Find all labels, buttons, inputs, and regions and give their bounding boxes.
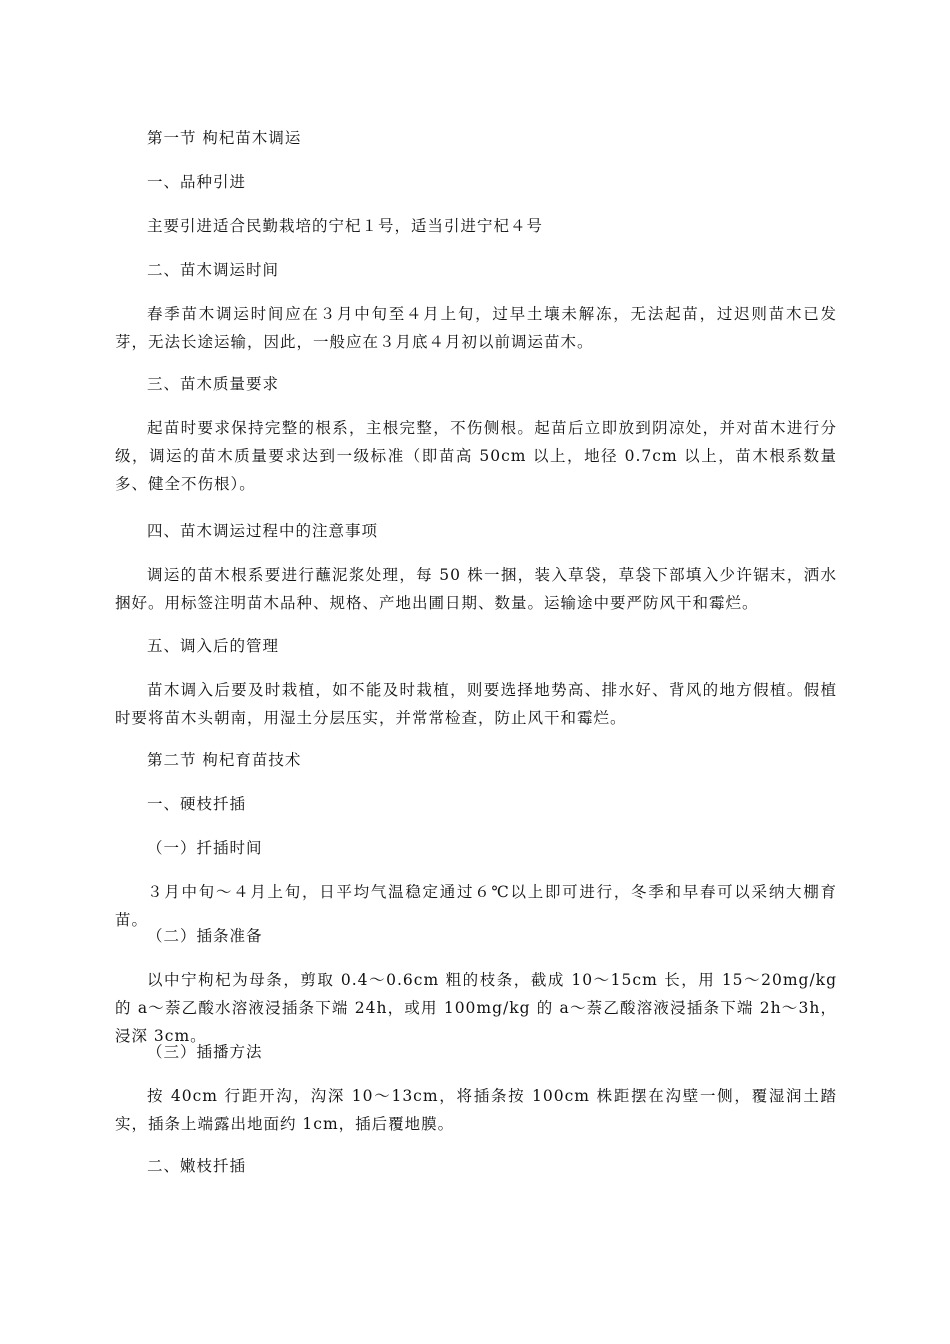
subsection-heading: 五、调入后的管理 <box>147 637 280 655</box>
document-page <box>115 0 837 1344</box>
sub-subsection-heading: （三）插播方法 <box>147 1043 263 1061</box>
sub-subsection-heading: （二）插条准备 <box>147 927 263 945</box>
body-paragraph: 起苗时要求保持完整的根系，主根完整，不伤侧根。起苗后立即放到阴凉处，并对苗木进行分级，调运的苗木质量要求达到一级标准（即苗高 50cm 以上，地径 0.7cm 以上，苗木根系数量多、健全不伤根）。 <box>115 419 837 493</box>
body-paragraph: 按 40cm 行距开沟，沟深 10～13cm，将插条按 100cm 株距摆在沟壁一侧，覆湿润土踏实，插条上端露出地面约 1cm，插后覆地膜。 <box>115 1087 837 1133</box>
body-paragraph: 苗木调入后要及时栽植，如不能及时栽植，则要选择地势高、排水好、背风的地方假植。假植时要将苗木头朝南，用湿土分层压实，并常常检查，防止风干和霉烂。 <box>115 681 837 727</box>
subsection-heading: 二、苗木调运时间 <box>147 261 280 279</box>
subsection-heading: 三、苗木质量要求 <box>147 375 280 393</box>
section-heading: 第二节 枸杞育苗技术 <box>147 751 302 769</box>
subsection-heading: 一、品种引进 <box>147 173 247 191</box>
subsection-heading: 四、苗木调运过程中的注意事项 <box>147 522 379 540</box>
section-heading: 第一节 枸杞苗木调运 <box>147 129 302 147</box>
body-paragraph: ３月中旬～４月上旬，日平均气温稳定通过６℃以上即可进行，冬季和早春可以采纳大棚育苗。 <box>115 883 837 929</box>
subsection-heading: 二、嫩枝扦插 <box>147 1157 247 1175</box>
body-paragraph: 以中宁枸杞为母条，剪取 0.4～0.6cm 粗的枝条，截成 10～15cm 长，用 15～20mg/kg 的 a～萘乙酸水溶液浸插条下端 24h，或用 100mg/kg 的 a～萘乙酸溶液浸插条下端 2h～3h，浸深 3cm。 <box>115 971 837 1045</box>
body-paragraph: 主要引进适合民勤栽培的宁杞１号，适当引进宁杞４号 <box>147 217 544 235</box>
body-paragraph: 春季苗木调运时间应在３月中旬至４月上旬，过早土壤未解冻，无法起苗，过迟则苗木已发芽，无法长途运输，因此，一般应在３月底４月初以前调运苗木。 <box>115 305 837 351</box>
sub-subsection-heading: （一）扦插时间 <box>147 839 263 857</box>
body-paragraph: 调运的苗木根系要进行蘸泥浆处理，每 50 株一捆，装入草袋，草袋下部填入少许锯末，洒水捆好。用标签注明苗木品种、规格、产地出圃日期、数量。运输途中要严防风干和霉烂。 <box>115 566 837 612</box>
subsection-heading: 一、硬枝扦插 <box>147 795 247 813</box>
